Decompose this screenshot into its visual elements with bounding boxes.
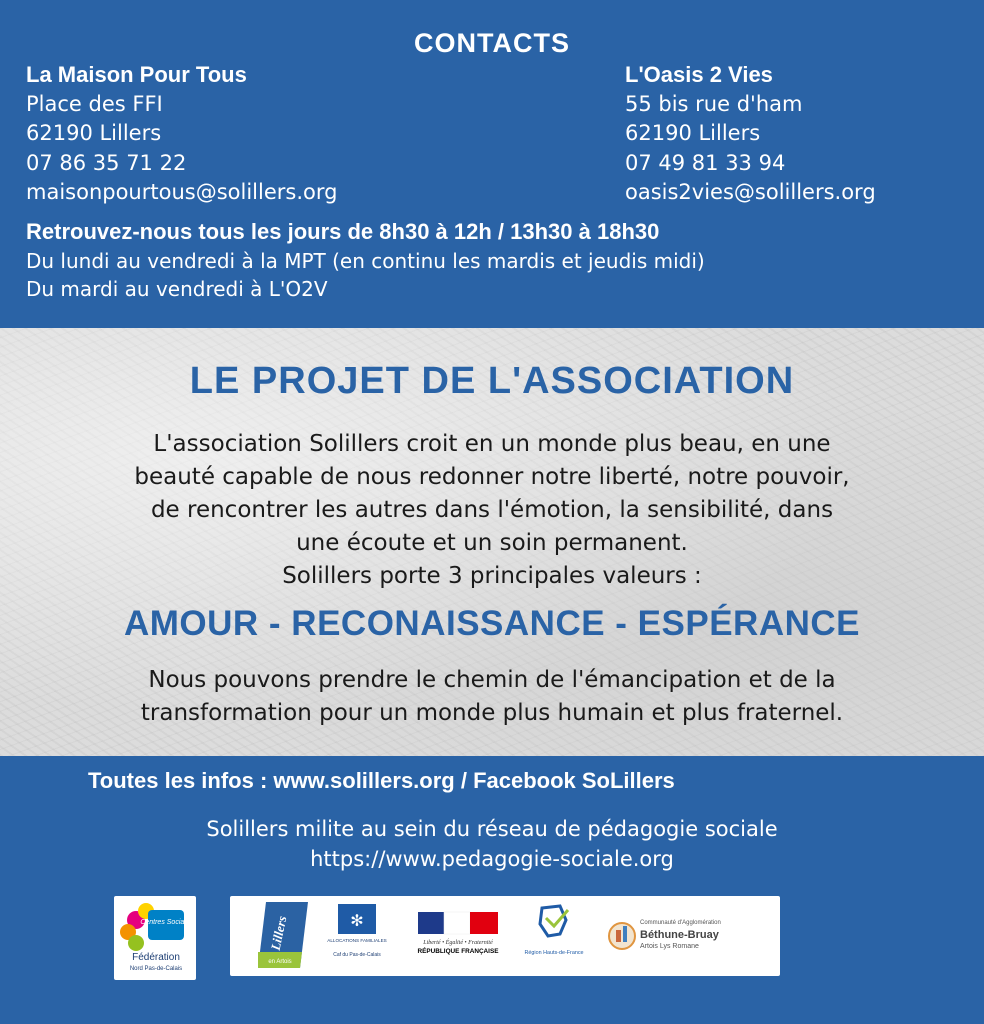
contact-name: L'Oasis 2 Vies bbox=[625, 62, 773, 87]
svg-text:RÉPUBLIQUE FRANÇAISE: RÉPUBLIQUE FRANÇAISE bbox=[417, 948, 499, 955]
project-line: Nous pouvons prendre le chemin de l'émancipation et de la bbox=[148, 667, 836, 693]
svg-text:Fédération: Fédération bbox=[132, 952, 180, 963]
contact-maison-pour-tous bbox=[26, 60, 337, 208]
contacts-section bbox=[0, 0, 984, 328]
contact-phone: 07 49 81 33 94 bbox=[625, 150, 786, 175]
project-title: LE PROJET DE L'ASSOCIATION bbox=[189, 360, 795, 402]
infos-line: Toutes les infos : www.solillers.org / Facebook SoLillers bbox=[88, 768, 675, 793]
svg-text:Artois Lys Romane: Artois Lys Romane bbox=[640, 943, 699, 950]
caf-logo bbox=[327, 904, 386, 958]
contact-city: 62190 Lillers bbox=[625, 121, 761, 145]
opening-hours bbox=[26, 218, 705, 304]
svg-text:✻: ✻ bbox=[350, 911, 364, 930]
network-link[interactable]: https://www.pedagogie-sociale.org bbox=[310, 847, 674, 871]
hauts-de-france-logo bbox=[524, 906, 583, 956]
project-line: L'association Solillers croit en un monde plus beau, en une bbox=[153, 431, 831, 457]
hours-line: Du mardi au vendredi à L'O2V bbox=[26, 277, 328, 301]
lillers-logo bbox=[258, 902, 308, 968]
network-info bbox=[0, 814, 984, 874]
svg-text:Béthune-Bruay: Béthune-Bruay bbox=[640, 929, 719, 941]
project-line: beauté capable de nous redonner notre liberté, notre pouvoir, bbox=[134, 464, 850, 490]
network-text: Solillers milite au sein du réseau de pédagogie sociale bbox=[206, 817, 778, 841]
republique-francaise-logo bbox=[418, 912, 500, 955]
svg-text:en Artois: en Artois bbox=[268, 959, 292, 965]
svg-text:Région Hauts-de-France: Région Hauts-de-France bbox=[524, 950, 584, 956]
footer-section bbox=[0, 756, 984, 1024]
svg-text:Communauté d'Agglomération: Communauté d'Agglomération bbox=[640, 920, 721, 926]
contact-oasis-2-vies bbox=[625, 60, 876, 208]
svg-text:Caf du Pas-de-Calais: Caf du Pas-de-Calais bbox=[333, 952, 381, 958]
hours-headline: Retrouvez-nous tous les jours de 8h30 à 12h / 13h30 à 18h30 bbox=[26, 219, 660, 244]
bethune-bruay-logo bbox=[609, 920, 721, 950]
hours-line: Du lundi au vendredi à la MPT (en continu les mardis et jeudis midi) bbox=[26, 248, 705, 273]
project-line: une écoute et un soin permanent. bbox=[296, 530, 688, 556]
partners-logo-strip bbox=[230, 896, 780, 976]
contact-address: 55 bis rue d'ham bbox=[625, 91, 803, 116]
federation-centres-sociaux-logo bbox=[114, 896, 196, 980]
svg-text:Lillers: Lillers bbox=[267, 914, 290, 952]
svg-text:Liberté • Égalité • Fraternité: Liberté • Égalité • Fraternité bbox=[423, 940, 493, 946]
project-section bbox=[0, 328, 984, 756]
project-description bbox=[30, 428, 954, 593]
contact-phone: 07 86 35 71 22 bbox=[26, 150, 187, 175]
project-line: transformation pour un monde plus humain et plus fraternel. bbox=[140, 700, 844, 726]
project-line: Solillers porte 3 principales valeurs : bbox=[282, 563, 702, 589]
contact-email: oasis2vies@solillers.org bbox=[625, 180, 876, 204]
contacts-title: CONTACTS bbox=[414, 28, 570, 58]
svg-text:ALLOCATIONS FAMILIALES: ALLOCATIONS FAMILIALES bbox=[327, 938, 387, 943]
svg-text:Nord Pas-de-Calais: Nord Pas-de-Calais bbox=[129, 966, 183, 972]
federation-flower-icon bbox=[114, 896, 196, 980]
partner-logos bbox=[230, 896, 780, 976]
contact-city: 62190 Lillers bbox=[26, 121, 162, 145]
contact-address: Place des FFI bbox=[26, 91, 163, 116]
project-values: AMOUR - RECONAISSANCE - ESPÉRANCE bbox=[124, 604, 860, 643]
project-closing bbox=[40, 664, 944, 730]
svg-text:Centres Sociaux: Centres Sociaux bbox=[140, 919, 192, 926]
project-line: de rencontrer les autres dans l'émotion, la sensibilité, dans bbox=[150, 497, 834, 523]
contact-name: La Maison Pour Tous bbox=[26, 62, 247, 87]
contact-email: maisonpourtous@solillers.org bbox=[26, 180, 338, 204]
